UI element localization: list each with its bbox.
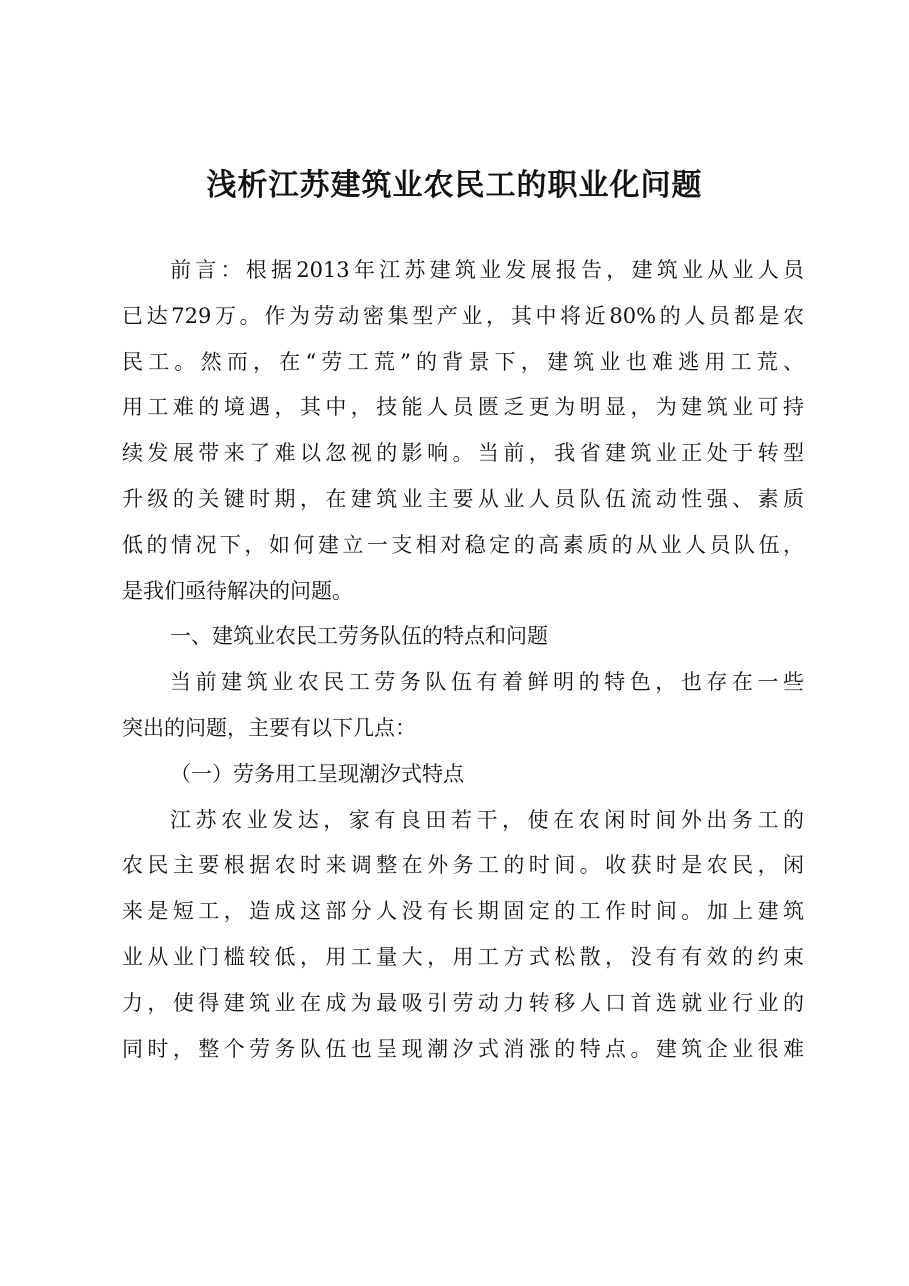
document-title: 浅析江苏建筑业农民工的职业化问题 — [206, 168, 703, 203]
paragraph-line: 来是短工，造成这部分人没有长期固定的工作时间。加上建筑 — [122, 899, 804, 924]
subsection-heading: （一）劳务用工呈现潮汐式特点 — [170, 761, 464, 786]
paragraph-line: 续发展带来了难以忽视的影响。当前，我省建筑业正处于转型 — [122, 441, 804, 466]
paragraph-line: 是我们亟待解决的问题。 — [122, 578, 353, 603]
document-body — [122, 248, 804, 1072]
paragraph-line: 当前建筑业农民工劳务队伍有着鲜明的特色，也存在一些 — [170, 670, 804, 695]
paragraph-line: 业从业门槛较低，用工量大，用工方式松散，没有有效的约束 — [122, 944, 804, 969]
paragraph-line: 江苏农业发达，家有良田若干，使在农闲时间外出务工的 — [170, 807, 804, 832]
paragraph-line: 突出的问题，主要有以下几点： — [122, 715, 416, 740]
paragraph-line: 用工难的境遇，其中，技能人员匮乏更为明显，为建筑业可持 — [122, 395, 804, 420]
paragraph-line: 民工。然而，在“劳工荒”的背景下，建筑业也难逃用工荒、 — [122, 349, 804, 374]
paragraph-line: 同时，整个劳务队伍也呈现潮汐式消涨的特点。建筑企业很难 — [122, 1036, 804, 1061]
paragraph-line: 前言：根据2013年江苏建筑业发展报告，建筑业从业人员 — [170, 258, 804, 282]
paragraph-line: 升级的关键时期，在建筑业主要从业人员队伍流动性强、素质 — [122, 486, 804, 511]
paragraph-line: 力，使得建筑业在成为最吸引劳动力转移人口首选就业行业的 — [122, 990, 804, 1015]
section-heading: 一、建筑业农民工劳务队伍的特点和问题 — [170, 624, 548, 649]
paragraph-line: 低的情况下，如何建立一支相对稳定的高素质的从业人员队伍， — [122, 532, 804, 557]
paragraph-line: 农民主要根据农时来调整在外务工的时间。收获时是农民，闲 — [122, 853, 804, 878]
paragraph-line: 已达729万。作为劳动密集型产业，其中将近80%的人员都是农 — [122, 303, 804, 328]
